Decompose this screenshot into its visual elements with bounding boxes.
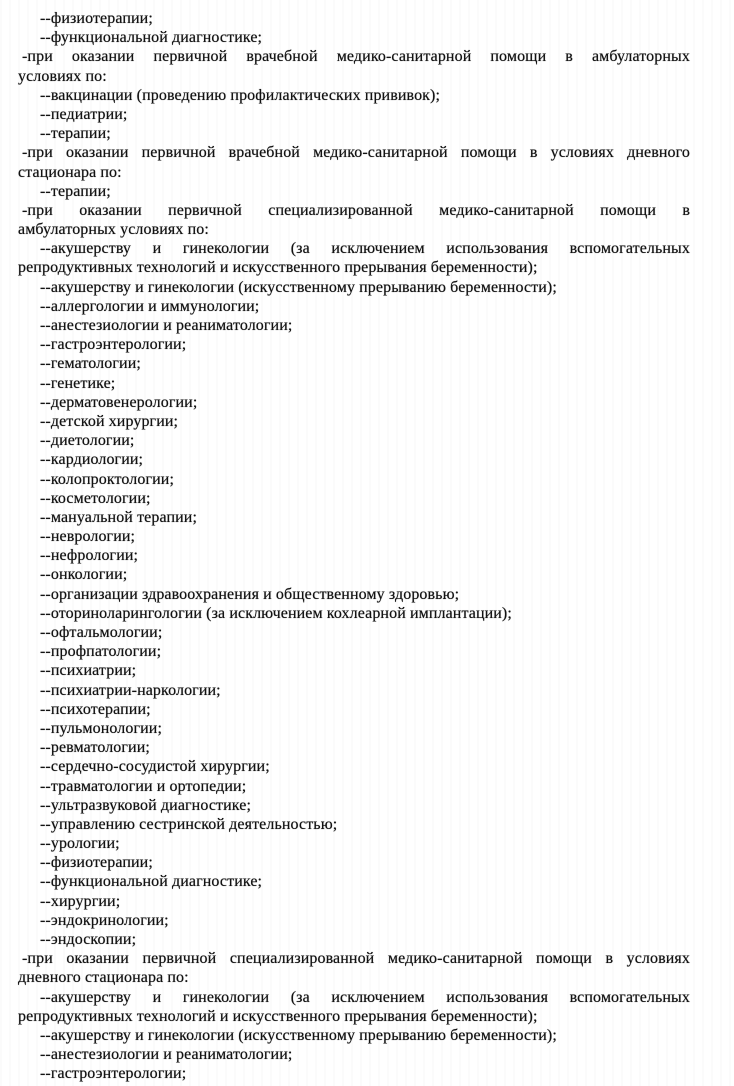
list-item-line: --хирургии; [40,892,121,910]
section-heading-line: -при оказании первичной специализированной медико-санитарной помощи в [22,201,690,219]
list-item-line: --терапии; [40,182,111,200]
list-item-line: --эндокринологии; [40,911,169,929]
list-item-line: --акушерству и гинекологии (за исключением использования вспомогательных [40,988,690,1006]
list-item-line: --анестезиологии и реаниматологии; [40,317,293,334]
list-item-line: --нефрологии; [40,547,139,565]
list-item-line: --урологии; [40,835,120,853]
list-item-line: --сердечно-сосудистой хирургии; [40,758,270,776]
list-item-line: --профпатологии; [40,643,162,661]
list-item-line: --аллергологии и иммунологии; [40,297,260,315]
list-item-line: --гастроэнтерологии; [40,1065,187,1083]
list-item-line: --педиатрии; [40,105,128,123]
list-item-line: --пульмонологии; [40,719,162,737]
list-item-line: --анестезиологии и реаниматологии; [40,1046,293,1064]
section-heading-line: условиях по: [18,67,107,85]
list-item-line: --онкологии; [40,566,128,584]
list-item-line: --функциональной диагностике; [40,29,263,47]
list-item-line: --косметологии; [40,489,151,507]
list-item-line: --физиотерапии; [40,854,153,872]
list-item-line: --гематологии; [40,355,141,373]
list-item-line: репродуктивных технологий и искусственного прерывания беременности); [18,1007,538,1025]
list-item-line: --акушерству и гинекологии (искусственному прерыванию беременности); [40,278,557,296]
list-item-line: --неврологии; [40,528,136,546]
section-heading-line: стационара по: [18,163,122,181]
document-content [18,9,690,1084]
list-item-line: репродуктивных технологий и искусственного прерывания беременности); [18,259,538,277]
list-item-line: --эндоскопии; [40,931,137,948]
list-item-line: --психиатрии-наркологии; [40,681,221,699]
list-item-line: --мануальной терапии; [40,508,197,526]
list-item-line: --ревматологии; [40,739,150,757]
list-item-line: --акушерству и гинекологии (искусственному прерыванию беременности); [40,1026,557,1044]
list-item-line: --физиотерапии; [40,10,153,27]
section-heading-line: -при оказании первичной специализированной медико-санитарной помощи в условиях [22,950,690,968]
list-item-line: --травматологии и ортопедии; [40,777,247,795]
list-item-line: --ультразвуковой диагностике; [40,796,252,814]
list-item-line: --гастроэнтерологии; [40,336,187,354]
list-item-line: --психиатрии; [40,662,137,680]
list-item-line: --офтальмологии; [40,624,163,641]
list-item-line: --акушерству и гинекологии (за исключением использования вспомогательных [40,240,690,258]
list-item-line: --детской хирургии; [40,412,179,430]
list-item-line: --психотерапии; [40,700,151,718]
list-item-line: --генетике; [40,374,116,392]
list-item-line: --оториноларингологии (за исключением кохлеарной имплантации); [40,604,512,622]
list-item-line: --терапии; [40,125,111,143]
list-item-line: --диетологии; [40,432,135,450]
section-heading-line: -при оказании первичной врачебной медико-санитарной помощи в амбулаторных [22,48,690,66]
section-heading-line: амбулаторных условиях по: [18,221,209,239]
section-heading-line: -при оказании первичной врачебной медико-санитарной помощи в условиях дневного [22,144,690,162]
list-item-line: --колопроктологии; [40,470,175,488]
section-heading-line: дневного стационара по: [18,969,189,987]
list-item-line: --организации здравоохранения и общественному здоровью; [40,585,460,603]
list-item-line: --управлению сестринской деятельностью; [40,815,338,833]
list-item-line: --функциональной диагностике; [40,873,263,891]
list-item-line: --дерматовенерологии; [40,393,198,411]
list-item-line: --кардиологии; [40,451,144,469]
list-item-line: --вакцинации (проведению профилактических прививок); [40,86,441,104]
